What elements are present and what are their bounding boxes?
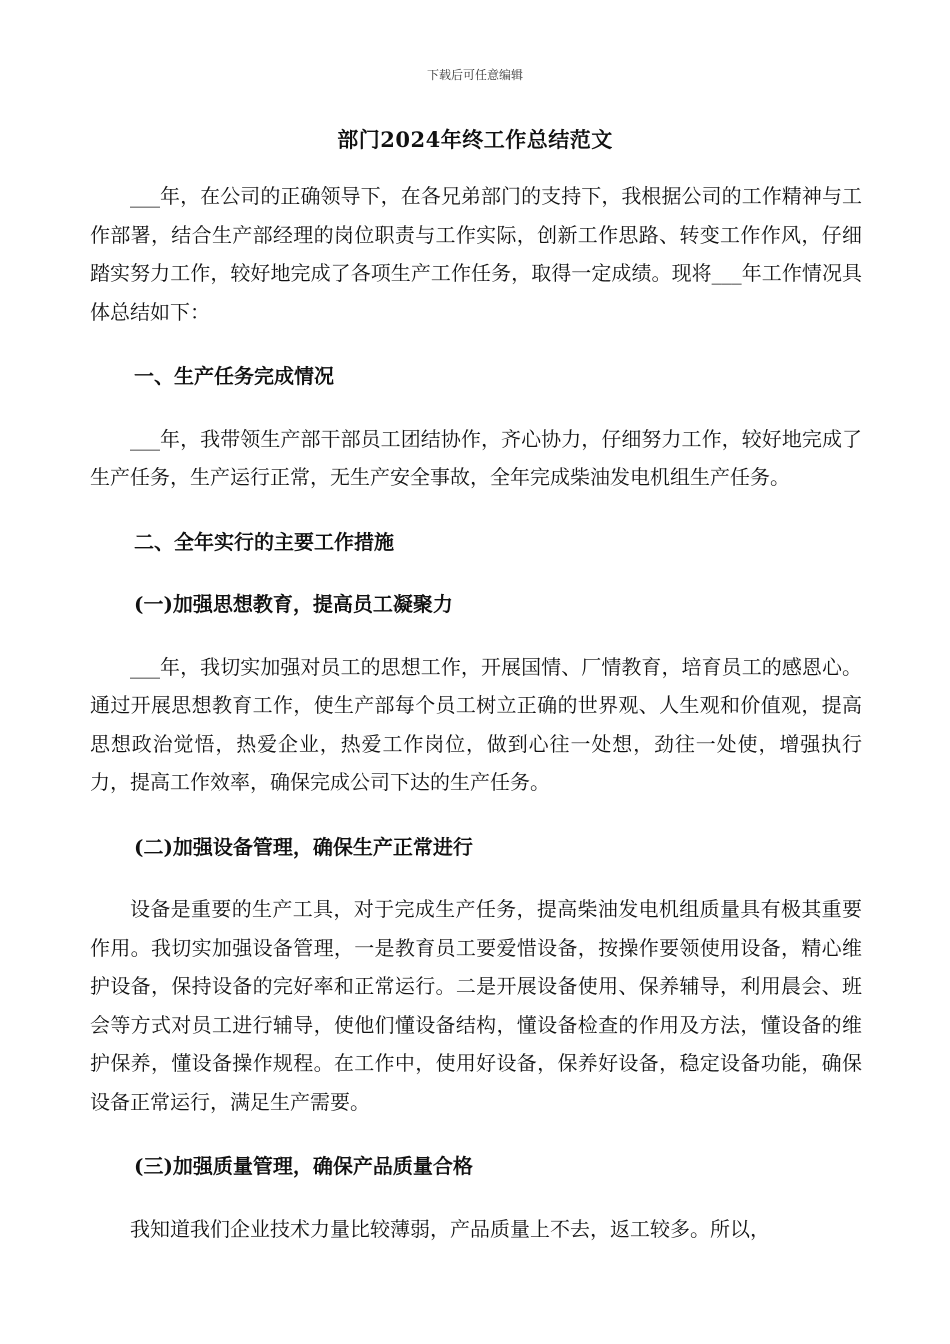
subsection-heading-2: (二)加强设备管理，确保生产正常进行	[134, 834, 473, 859]
paragraph-production-tasks: ___年，我带领生产部干部员工团结协作，齐心协力，仔细努力工作，较好地完成了生产任务，生产运行正常，无生产安全事故，全年完成柴油发电机组生产任务。	[90, 426, 862, 489]
header-note: 下载后可任意编辑	[426, 68, 523, 82]
document-title: 部门2024年终工作总结范文	[337, 127, 613, 152]
paragraph-quality-management: 我知道我们企业技术力量比较薄弱，产品质量上不去，返工较多。所以，	[130, 1216, 770, 1241]
intro-paragraph: ___年，在公司的正确领导下，在各兄弟部门的支持下，我根据公司的工作精神与工作部署，结合生产部经理的岗位职责与工作实际，创新工作思路、转变工作作风，仔细踏实努力工作，较好地完成了各项生产工作任务，取得一定成绩。现将___年工作情况具体总结如下：	[90, 184, 862, 324]
document-body	[90, 177, 862, 1248]
section-heading-2: 二、全年实行的主要工作措施	[134, 529, 394, 554]
subsection-heading-3: (三)加强质量管理，确保产品质量合格	[134, 1154, 473, 1178]
paragraph-equipment-management: 设备是重要的生产工具，对于完成生产任务，提高柴油发电机组质量具有极其重要作用。我切实加强设备管理，一是教育员工要爱惜设备，按操作要领使用设备，精心维护设备，保持设备的完好率和正常运行。二是开展设备使用、保养辅导，利用晨会、班会等方式对员工进行辅导，使他们懂设备结构，懂设备检查的作用及方法，懂设备的维护保养，懂设备操作规程。在工作中，使用好设备，保养好设备，稳定设备功能，确保设备正常运行，满足生产需要。	[90, 897, 862, 1114]
subsection-heading-1: (一)加强思想教育，提高员工凝聚力	[134, 592, 453, 616]
paragraph-ideological-education: ___年，我切实加强对员工的思想工作，开展国情、厂情教育，培育员工的感恩心。通过开展思想教育工作，使生产部每个员工树立正确的世界观、人生观和价值观，提高思想政治觉悟，热爱企业，热爱工作岗位，做到心往一处想，劲往一处使，增强执行力，提高工作效率，确保完成公司下达的生产任务。	[90, 654, 862, 794]
section-heading-1: 一、生产任务完成情况	[134, 364, 334, 388]
